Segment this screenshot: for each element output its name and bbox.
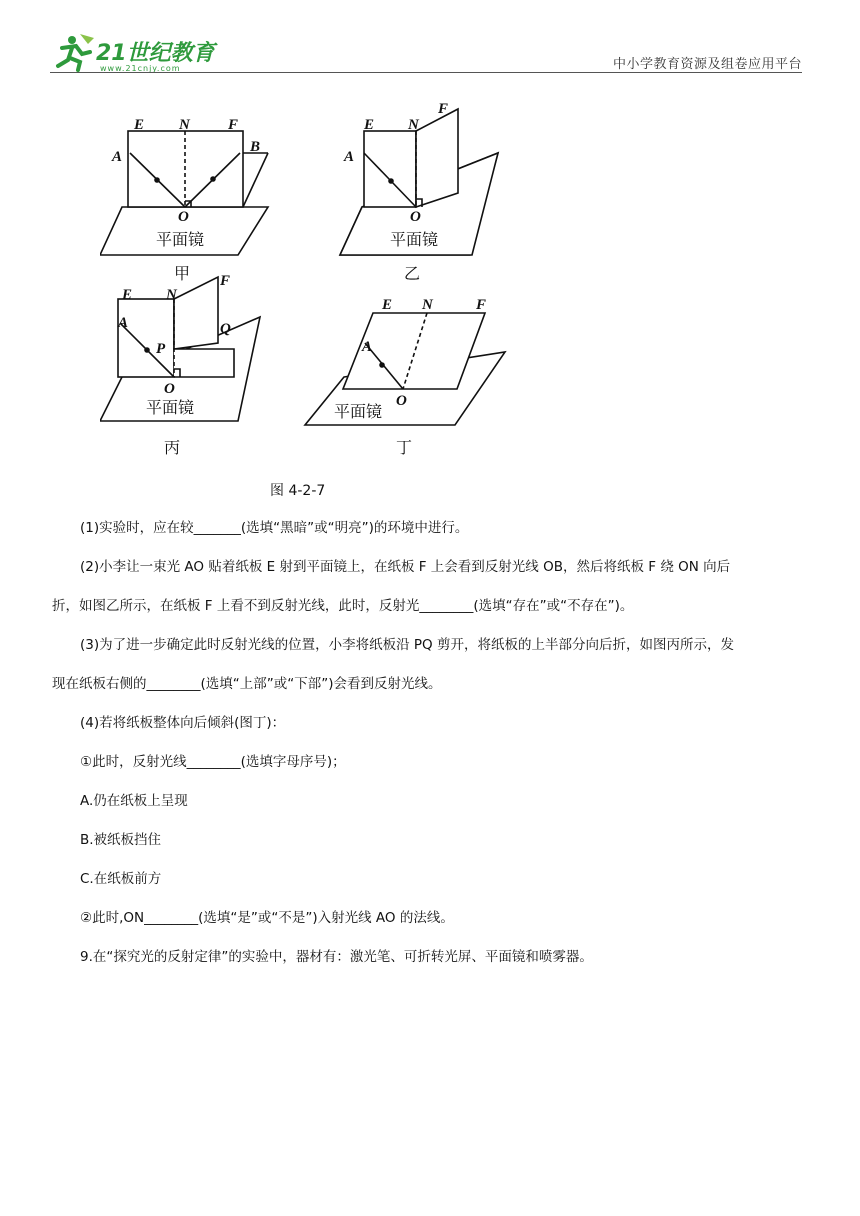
label-ding-f: F	[476, 297, 487, 313]
label-bing-e: E	[122, 287, 133, 303]
label-yi-f: F	[438, 101, 449, 117]
page-header	[50, 28, 802, 74]
label-bing-a: A	[118, 315, 129, 331]
label-bing-f: F	[220, 273, 231, 289]
label-jia-n: N	[179, 117, 190, 133]
runner-icon	[58, 34, 94, 70]
label-jia-o: O	[178, 209, 189, 225]
question-4-sub-1: ①此时，反射光线________(选填字母序号)；	[80, 754, 346, 770]
platform-name: 中小学教育资源及组卷应用平台	[612, 57, 802, 72]
label-bing-o: O	[164, 381, 175, 397]
label-yi-o: O	[410, 209, 421, 225]
option-c: C.在纸板前方	[80, 871, 162, 887]
figure-caption: 图 4-2-7	[270, 483, 326, 499]
panel-name-ding: 丁	[396, 438, 413, 457]
logo-url-text: www.21cnjy.com	[100, 64, 181, 73]
mirror-label-yi: 平面镜	[390, 230, 439, 249]
question-2-line-2: 折，如图乙所示，在纸板 F 上看不到反射光线，此时，反射光________(选填“存在”或“不存在”)。	[52, 598, 634, 614]
question-3-line-1: (3)为了进一步确定此时反射光线的位置，小李将纸板沿 PQ 剪开，将纸板的上半部分向后折，如图丙所示，发	[80, 637, 734, 653]
label-jia-a: A	[112, 149, 123, 165]
question-3-line-2: 现在纸板右侧的________(选填“上部”或“下部”)会看到反射光线。	[52, 676, 442, 692]
label-jia-f: F	[228, 117, 239, 133]
question-4-sub-2: ②此时,ON________(选填“是”或“不是”)入射光线 AO 的法线。	[80, 910, 454, 926]
label-ding-a: A	[362, 339, 373, 355]
question-4: (4)若将纸板整体向后倾斜(图丁)：	[80, 715, 286, 731]
label-yi-a: A	[344, 149, 355, 165]
option-a: A.仍在纸板上呈现	[80, 793, 188, 809]
logo	[50, 28, 230, 74]
label-ding-o: O	[396, 393, 407, 409]
question-9: 9.在“探究光的反射定律”的实验中，器材有：激光笔、可折转光屏、平面镜和喷雾器。	[80, 949, 593, 965]
logo-main-text: 21世纪教育	[96, 41, 215, 66]
panel-name-yi: 乙	[404, 264, 421, 283]
label-ding-n: N	[422, 297, 433, 313]
mirror-label-bing: 平面镜	[146, 398, 195, 417]
panel-name-jia: 甲	[174, 264, 191, 283]
mirror-label-jia: 平面镜	[156, 230, 205, 249]
label-yi-n: N	[408, 117, 419, 133]
label-bing-n: N	[166, 287, 177, 303]
experiment-figure	[100, 95, 520, 505]
label-bing-p: P	[156, 341, 166, 357]
question-2-line-1: (2)小李让一束光 AO 贴着纸板 E 射到平面镜上，在纸板 F 上会看到反射光线 OB，然后将纸板 F 绕 ON 向后	[80, 559, 731, 575]
label-ding-e: E	[382, 297, 393, 313]
option-b: B.被纸板挡住	[80, 832, 162, 848]
label-yi-e: E	[364, 117, 375, 133]
mirror-label-ding: 平面镜	[334, 402, 383, 421]
label-bing-q: Q	[220, 321, 231, 337]
panel-name-bing: 丙	[164, 438, 181, 457]
header-divider	[50, 72, 802, 73]
label-jia-e: E	[134, 117, 145, 133]
question-1: (1)实验时，应在较_______(选填“黑暗”或“明亮”)的环境中进行。	[80, 520, 469, 536]
label-jia-b: B	[250, 139, 261, 155]
